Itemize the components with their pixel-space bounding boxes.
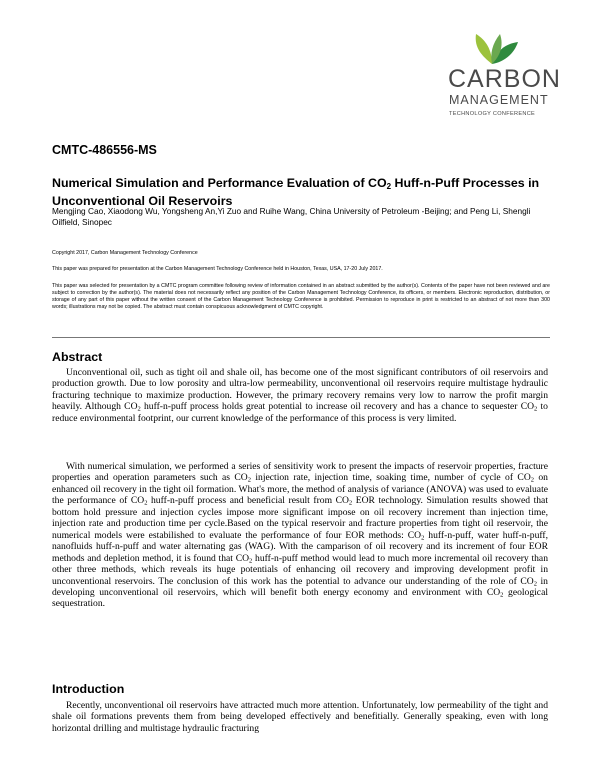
authors: Mengjing Cao, Xiaodong Wu, Yongsheng An,Yi Zuo and Ruihe Wang, China University of Petroleum -Beijing; and Peng Li, Shengli Oilfield, Sinopec: [52, 206, 531, 227]
cmtc-logo: [448, 30, 576, 130]
prepared-notice: This paper was prepared for presentation at the Carbon Management Technology Conference held in Houston, Texas, USA, 17-20 July 2017.: [52, 266, 383, 272]
introduction-paragraph-1: Recently, unconventional oil reservoirs have attracted much more attention. Unfortunately, low permeability of the tight and shale oil formations prevents them from being developed effectively and benefitially. Generally speaking, even with long horizontal drilling and multistage hydraulic fracturing: [52, 700, 548, 734]
introduction-heading: Introduction: [52, 682, 125, 696]
logo-conference-text: TECHNOLOGY CONFERENCE: [449, 111, 536, 117]
abstract-heading: Abstract: [52, 350, 103, 364]
leaf-icon: [462, 30, 522, 66]
abstract-paragraph-2: With numerical simulation, we performed a series of sensitivity work to present the impacts of reservoir properties, fracture properties and operation parameters such as $CO_2$ injection rate, injection time, soaking time, number of cycle of $CO_2$ on enhanced oil recovery in the tight oil formation. What's more, the method of analysis of variance (ANOVA) was used to evaluate the performance of $CO_2$ huff-n-puff process and beneficial result from $CO_2$ EOR technology. Simulation results showed that bottom hold pressure and injection cycles impose more significant impose on oil recovery increment than injection time, injection rate and production time per cycle.Based on the typical reservoir and fracture properties from tight oil reservoir, the numerical models were estabilished to evaluate the performance of four EOR methods: $CO_2$ huff-n-puff, water huff-n-puff, nanofluids huff-n-puff and water alternating gas (WAG). With the camparison of oil recovery and its increment of four EOR methods and depletion method, it is found that $CO_2$ huff-n-puff method would lead to much more incremental oil recovery than other three methods, which reveals its huge potentials of enhancing oil recovery and improving development profit in unconventional reservoirs. The conclusion of this work has the potential to advance our understanding of the role of $CO_2$ in developing unconventional oil reservoirs, which will benefit both energy economy and environment with $CO_2$ geological sequestration.: [52, 461, 548, 610]
logo-carbon-text: CARBON: [448, 65, 561, 93]
logo-management-text: MANAGEMENT: [449, 93, 549, 107]
paper-id: CMTC-486556-MS: [52, 143, 157, 157]
disclaimer-notice: This paper was selected for presentation by a CMTC program committee following review of information contained in an abstract submitted by the author(s). Contents of the paper have not been reviewed and are subject to correction by the author(s). The material does not necessarily reflect any position of the Carbon Management Technology Conference, its officers, or members. Electronic reproduction, distribution, or storage of any part of this paper without the written consent of the Carbon Management Technology Conference is prohibited. Permission to reproduce in print is restricted to an abstract of not more than 300 words; illustrations may not be copied. The abstract must contain conspicuous acknowledgment of CMTC copyright.: [52, 283, 550, 310]
paper-title: Numerical Simulation and Performance Evaluation of $CO_2$ Huff-n-Puff Processes in Unconventional Oil Reservoirs: [52, 176, 540, 208]
divider: [52, 337, 550, 338]
abstract-paragraph-1: Unconventional oil, such as tight oil and shale oil, has become one of the most significant contributors of oil reservoirs and production growth. Due to low porosity and ultra-low permeability, unconventional oil reservoirs require multistage hydraulic fracturing technique to maximize production. However, the primary recovery remains very low to narrow the profit margin heavily. Although $CO_2$ huff-n-puff process holds great potential to increase oil recovery and has a chance to sequester $CO_2$ to reduce environmental footprint, our current knowledge of the performance of this process is very limited.: [52, 367, 548, 424]
copyright-notice: Copyright 2017, Carbon Management Technology Conference: [52, 250, 198, 256]
